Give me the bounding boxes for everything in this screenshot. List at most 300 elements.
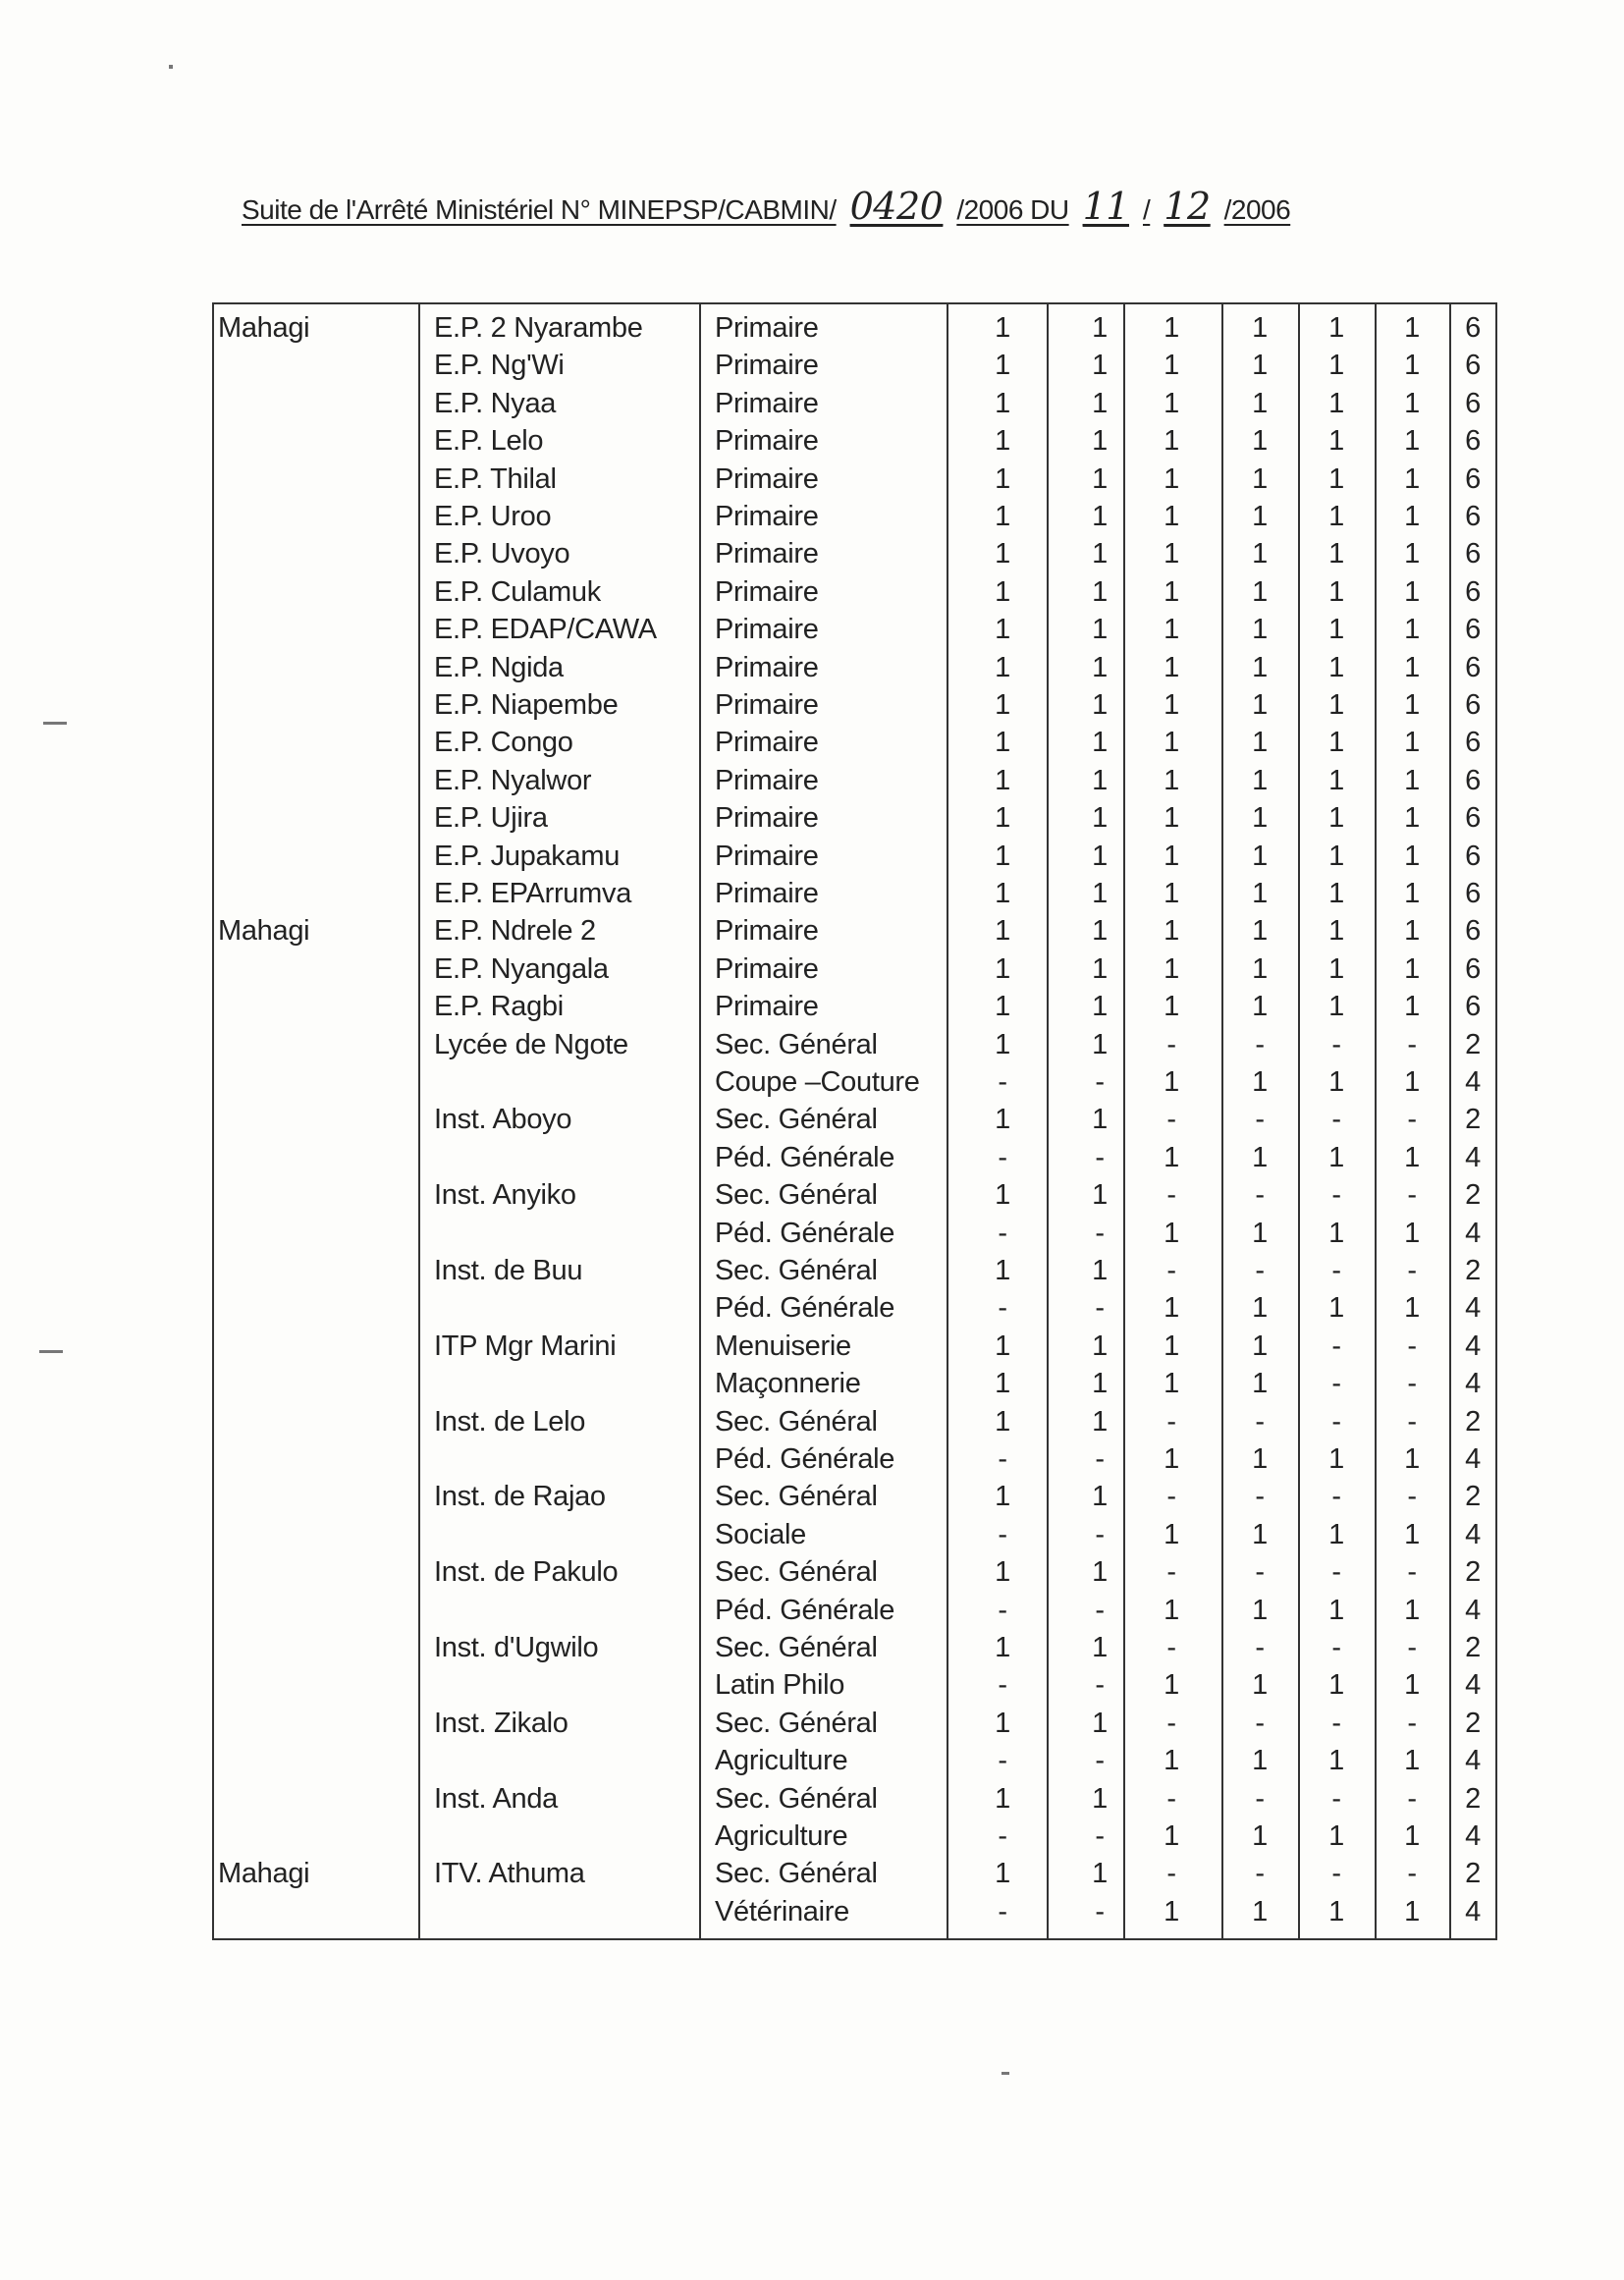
- column-divider: [947, 302, 948, 1940]
- level-count: -: [1095, 1669, 1105, 1702]
- option-name: Menuiserie: [715, 1330, 851, 1362]
- level-count: 1: [1164, 387, 1179, 419]
- row-total: 4: [1465, 1895, 1481, 1927]
- decree-date-year: /2006: [1223, 194, 1291, 225]
- school-name: E.P. Congo: [434, 727, 573, 759]
- level-count: 1: [995, 952, 1010, 985]
- level-count: 1: [995, 425, 1010, 458]
- school-name: Inst. de Rajao: [434, 1481, 606, 1513]
- level-count: -: [998, 1820, 1007, 1852]
- level-count: -: [1331, 1179, 1341, 1212]
- level-count: -: [1331, 1330, 1341, 1362]
- level-count: 1: [1164, 764, 1179, 796]
- district-name: Mahagi: [218, 915, 310, 948]
- level-count: -: [1095, 1594, 1105, 1626]
- school-name: E.P. EPArrumva: [434, 878, 632, 909]
- level-count: 1: [1092, 1028, 1108, 1060]
- option-name: Péd. Générale: [715, 1217, 895, 1249]
- level-count: 1: [1404, 1292, 1420, 1325]
- table-top-border: [212, 302, 1497, 304]
- level-count: 1: [1328, 1820, 1344, 1852]
- schools-table: [212, 302, 1497, 1940]
- level-count: 1: [1092, 1782, 1108, 1815]
- level-count: 1: [995, 614, 1010, 646]
- level-count: 1: [1328, 764, 1344, 796]
- option-name: Primaire: [715, 387, 819, 419]
- level-count: 1: [1328, 1669, 1344, 1702]
- level-count: 1: [1404, 538, 1420, 570]
- level-count: 1: [1092, 915, 1108, 948]
- option-name: Sec. Général: [715, 1481, 878, 1513]
- level-count: 1: [995, 1782, 1010, 1815]
- option-name: Sec. Général: [715, 1104, 878, 1136]
- level-count: -: [1407, 1858, 1417, 1890]
- option-name: Primaire: [715, 991, 819, 1023]
- level-count: 1: [1328, 689, 1344, 721]
- row-total: 6: [1465, 764, 1481, 796]
- level-count: 1: [1252, 915, 1268, 948]
- option-name: Primaire: [715, 614, 819, 646]
- row-total: 2: [1465, 1632, 1481, 1663]
- level-count: 1: [1164, 575, 1179, 608]
- level-count: 1: [1328, 1292, 1344, 1325]
- decree-month-handwritten: 12: [1164, 185, 1211, 228]
- level-count: 1: [995, 462, 1010, 495]
- level-count: 1: [1092, 1368, 1108, 1400]
- level-count: 1: [1404, 1669, 1420, 1702]
- level-count: 1: [995, 991, 1010, 1023]
- level-count: 1: [995, 651, 1010, 683]
- option-name: Primaire: [715, 462, 819, 495]
- row-total: 6: [1465, 840, 1481, 872]
- scan-mark: [39, 1350, 63, 1353]
- level-count: -: [1166, 1556, 1176, 1589]
- option-name: Primaire: [715, 878, 819, 909]
- level-count: -: [1255, 1632, 1265, 1663]
- level-count: 1: [995, 1556, 1010, 1589]
- column-divider: [1221, 302, 1223, 1940]
- option-name: Primaire: [715, 915, 819, 948]
- level-count: 1: [1164, 952, 1179, 985]
- school-name: E.P. Uvoyo: [434, 538, 570, 570]
- level-count: 1: [1164, 1330, 1179, 1362]
- option-name: Primaire: [715, 802, 819, 835]
- level-count: -: [998, 1594, 1007, 1626]
- level-count: -: [998, 1443, 1007, 1475]
- level-count: 1: [1252, 1518, 1268, 1550]
- row-total: 4: [1465, 1443, 1481, 1475]
- row-total: 2: [1465, 1179, 1481, 1212]
- level-count: 1: [1404, 1820, 1420, 1852]
- level-count: -: [1255, 1104, 1265, 1136]
- level-count: 1: [995, 1330, 1010, 1362]
- school-name: E.P. 2 Nyarambe: [434, 312, 643, 344]
- row-total: 2: [1465, 1782, 1481, 1815]
- level-count: -: [1331, 1782, 1341, 1815]
- level-count: 1: [1328, 1594, 1344, 1626]
- level-count: 1: [1252, 501, 1268, 532]
- level-count: -: [998, 1518, 1007, 1550]
- level-count: -: [1407, 1632, 1417, 1663]
- option-name: Péd. Générale: [715, 1443, 895, 1475]
- level-count: 1: [1252, 1669, 1268, 1702]
- level-count: 1: [995, 1179, 1010, 1212]
- level-count: -: [998, 1066, 1007, 1098]
- option-name: Agriculture: [715, 1745, 848, 1777]
- school-name: E.P. Lelo: [434, 425, 544, 458]
- row-total: 4: [1465, 1745, 1481, 1777]
- level-count: 1: [1164, 878, 1179, 909]
- school-name: Inst. Anda: [434, 1782, 558, 1815]
- row-total: 2: [1465, 1405, 1481, 1438]
- option-name: Sec. Général: [715, 1028, 878, 1060]
- school-name: E.P. EDAP/CAWA: [434, 614, 657, 646]
- level-count: 1: [1328, 425, 1344, 458]
- scan-mark: [43, 722, 67, 725]
- level-count: -: [1166, 1632, 1176, 1663]
- level-count: 1: [1252, 614, 1268, 646]
- column-divider: [1495, 302, 1497, 1940]
- level-count: 1: [1164, 1518, 1179, 1550]
- level-count: 1: [1252, 312, 1268, 344]
- district-name: Mahagi: [218, 312, 310, 344]
- level-count: 1: [1164, 1820, 1179, 1852]
- row-total: 6: [1465, 387, 1481, 419]
- option-name: Primaire: [715, 727, 819, 759]
- level-count: 1: [1404, 651, 1420, 683]
- level-count: 1: [1328, 952, 1344, 985]
- decree-reference: Suite de l'Arrêté Ministériel N° MINEPSP/CABMIN/: [242, 194, 837, 225]
- level-count: -: [1407, 1707, 1417, 1739]
- row-total: 6: [1465, 651, 1481, 683]
- level-count: 1: [995, 1104, 1010, 1136]
- level-count: 1: [1252, 1895, 1268, 1927]
- level-count: 1: [1164, 1217, 1179, 1249]
- option-name: Péd. Générale: [715, 1594, 895, 1626]
- level-count: 1: [1252, 1141, 1268, 1173]
- level-count: 1: [1404, 425, 1420, 458]
- level-count: -: [1095, 1292, 1105, 1325]
- option-name: Sec. Général: [715, 1255, 878, 1286]
- level-count: -: [1166, 1255, 1176, 1286]
- level-count: 1: [1252, 1330, 1268, 1362]
- level-count: 1: [1404, 952, 1420, 985]
- level-count: 1: [1328, 575, 1344, 608]
- row-total: 2: [1465, 1028, 1481, 1060]
- level-count: 1: [1328, 915, 1344, 948]
- row-total: 6: [1465, 312, 1481, 344]
- level-count: -: [1407, 1556, 1417, 1589]
- level-count: 1: [1092, 764, 1108, 796]
- level-count: 1: [1164, 1443, 1179, 1475]
- option-name: Maçonnerie: [715, 1368, 861, 1400]
- school-name: E.P. Ng'Wi: [434, 350, 565, 382]
- level-count: 1: [995, 1481, 1010, 1513]
- level-count: -: [1095, 1895, 1105, 1927]
- level-count: 1: [1164, 802, 1179, 835]
- row-total: 6: [1465, 538, 1481, 570]
- level-count: 1: [1328, 1141, 1344, 1173]
- level-count: 1: [1092, 501, 1108, 532]
- row-total: 6: [1465, 878, 1481, 909]
- level-count: -: [1331, 1707, 1341, 1739]
- school-name: E.P. Nyaa: [434, 387, 557, 419]
- school-name: E.P. Nyangala: [434, 952, 609, 985]
- level-count: -: [1407, 1782, 1417, 1815]
- level-count: 1: [1164, 1895, 1179, 1927]
- level-count: 1: [1092, 840, 1108, 872]
- row-total: 4: [1465, 1217, 1481, 1249]
- row-total: 6: [1465, 575, 1481, 608]
- row-total: 4: [1465, 1330, 1481, 1362]
- district-name: Mahagi: [218, 1858, 310, 1890]
- level-count: 1: [1164, 651, 1179, 683]
- level-count: -: [1407, 1179, 1417, 1212]
- option-name: Agriculture: [715, 1820, 848, 1852]
- level-count: 1: [995, 689, 1010, 721]
- option-name: Sec. Général: [715, 1707, 878, 1739]
- school-name: E.P. Nyalwor: [434, 764, 592, 796]
- level-count: 1: [1404, 1141, 1420, 1173]
- level-count: 1: [1164, 1066, 1179, 1098]
- level-count: -: [1255, 1255, 1265, 1286]
- level-count: -: [1095, 1443, 1105, 1475]
- level-count: 1: [1404, 1518, 1420, 1550]
- option-name: Primaire: [715, 651, 819, 683]
- level-count: -: [1255, 1481, 1265, 1513]
- option-name: Sec. Général: [715, 1858, 878, 1890]
- level-count: -: [1407, 1405, 1417, 1438]
- level-count: 1: [1164, 1594, 1179, 1626]
- level-count: 1: [1404, 312, 1420, 344]
- level-count: 1: [1252, 387, 1268, 419]
- school-name: E.P. Ujira: [434, 802, 548, 835]
- level-count: 1: [995, 575, 1010, 608]
- decree-number-handwritten: 0420: [849, 185, 944, 228]
- level-count: 1: [1164, 689, 1179, 721]
- level-count: 1: [1164, 991, 1179, 1023]
- level-count: 1: [1404, 1745, 1420, 1777]
- row-total: 4: [1465, 1518, 1481, 1550]
- school-name: Inst. Anyiko: [434, 1179, 576, 1212]
- level-count: 1: [1092, 425, 1108, 458]
- level-count: -: [998, 1895, 1007, 1927]
- level-count: 1: [1404, 915, 1420, 948]
- level-count: -: [998, 1141, 1007, 1173]
- level-count: 1: [1164, 840, 1179, 872]
- school-name: Inst. Aboyo: [434, 1104, 572, 1136]
- level-count: 1: [1252, 425, 1268, 458]
- level-count: 1: [1328, 802, 1344, 835]
- option-name: Péd. Générale: [715, 1292, 895, 1325]
- level-count: -: [1331, 1858, 1341, 1890]
- level-count: 1: [1164, 462, 1179, 495]
- level-count: 1: [1092, 1405, 1108, 1438]
- row-total: 2: [1465, 1104, 1481, 1136]
- school-name: Lycée de Ngote: [434, 1028, 628, 1060]
- level-count: 1: [995, 764, 1010, 796]
- level-count: 1: [1164, 1368, 1179, 1400]
- level-count: 1: [1404, 1594, 1420, 1626]
- column-divider: [418, 302, 420, 1940]
- level-count: 1: [1328, 878, 1344, 909]
- school-name: E.P. Ragbi: [434, 991, 564, 1023]
- column-divider: [1375, 302, 1377, 1940]
- school-name: E.P. Ndrele 2: [434, 915, 596, 948]
- option-name: Sec. Général: [715, 1179, 878, 1212]
- option-name: Sociale: [715, 1518, 807, 1550]
- level-count: 1: [1328, 312, 1344, 344]
- table-bottom-border: [212, 1938, 1497, 1940]
- level-count: -: [1166, 1707, 1176, 1739]
- row-total: 6: [1465, 614, 1481, 646]
- level-count: 1: [1404, 991, 1420, 1023]
- row-total: 4: [1465, 1141, 1481, 1173]
- option-name: Primaire: [715, 840, 819, 872]
- column-divider: [699, 302, 701, 1940]
- level-count: -: [998, 1217, 1007, 1249]
- level-count: 1: [1404, 840, 1420, 872]
- row-total: 6: [1465, 350, 1481, 382]
- school-name: Inst. de Lelo: [434, 1405, 586, 1438]
- level-count: 1: [1092, 1858, 1108, 1890]
- level-count: -: [1255, 1179, 1265, 1212]
- row-total: 6: [1465, 501, 1481, 532]
- level-count: 1: [1092, 689, 1108, 721]
- level-count: 1: [995, 878, 1010, 909]
- school-name: E.P. Uroo: [434, 501, 552, 532]
- option-name: Primaire: [715, 538, 819, 570]
- level-count: 1: [1252, 840, 1268, 872]
- level-count: 1: [1404, 1217, 1420, 1249]
- level-count: 1: [1328, 462, 1344, 495]
- decree-day-handwritten: 11: [1082, 185, 1129, 228]
- level-count: 1: [1252, 575, 1268, 608]
- level-count: 1: [1252, 952, 1268, 985]
- row-total: 6: [1465, 915, 1481, 948]
- level-count: 1: [1328, 538, 1344, 570]
- decree-year: /2006 DU: [956, 194, 1069, 225]
- level-count: 1: [1404, 575, 1420, 608]
- level-count: 1: [1252, 1217, 1268, 1249]
- level-count: -: [998, 1292, 1007, 1325]
- level-count: 1: [1164, 501, 1179, 532]
- level-count: 1: [1328, 1518, 1344, 1550]
- row-total: 6: [1465, 952, 1481, 985]
- level-count: -: [1407, 1104, 1417, 1136]
- level-count: 1: [1252, 1066, 1268, 1098]
- level-count: 1: [1404, 1895, 1420, 1927]
- level-count: 1: [1328, 1443, 1344, 1475]
- option-name: Primaire: [715, 501, 819, 532]
- level-count: -: [1331, 1405, 1341, 1438]
- level-count: -: [1095, 1141, 1105, 1173]
- option-name: Latin Philo: [715, 1669, 845, 1702]
- level-count: 1: [1252, 727, 1268, 759]
- level-count: -: [998, 1669, 1007, 1702]
- level-count: -: [1255, 1858, 1265, 1890]
- level-count: 1: [1252, 991, 1268, 1023]
- level-count: 1: [1328, 1895, 1344, 1927]
- school-name: ITV. Athuma: [434, 1858, 585, 1890]
- level-count: 1: [1404, 614, 1420, 646]
- level-count: 1: [1328, 501, 1344, 532]
- level-count: 1: [995, 1368, 1010, 1400]
- level-count: 1: [1404, 387, 1420, 419]
- row-total: 6: [1465, 689, 1481, 721]
- school-name: E.P. Ngida: [434, 651, 564, 683]
- option-name: Coupe –Couture: [715, 1066, 920, 1098]
- level-count: 1: [1092, 651, 1108, 683]
- level-count: 1: [1404, 878, 1420, 909]
- row-total: 4: [1465, 1368, 1481, 1400]
- level-count: -: [1166, 1028, 1176, 1060]
- level-count: 1: [1404, 501, 1420, 532]
- level-count: -: [1095, 1217, 1105, 1249]
- level-count: 1: [995, 840, 1010, 872]
- level-count: 1: [1404, 764, 1420, 796]
- level-count: 1: [1164, 1669, 1179, 1702]
- option-name: Primaire: [715, 350, 819, 382]
- school-name: E.P. Jupakamu: [434, 840, 621, 872]
- level-count: 1: [1092, 952, 1108, 985]
- option-name: Péd. Générale: [715, 1141, 895, 1173]
- row-total: 6: [1465, 727, 1481, 759]
- level-count: -: [1095, 1518, 1105, 1550]
- level-count: 1: [1252, 350, 1268, 382]
- level-count: 1: [1164, 350, 1179, 382]
- row-total: 2: [1465, 1556, 1481, 1589]
- level-count: -: [1331, 1255, 1341, 1286]
- level-count: 1: [995, 1255, 1010, 1286]
- level-count: 1: [1164, 727, 1179, 759]
- date-separator: /: [1142, 194, 1151, 225]
- school-name: E.P. Niapembe: [434, 689, 619, 721]
- level-count: 1: [1328, 651, 1344, 683]
- level-count: 1: [1404, 727, 1420, 759]
- level-count: 1: [995, 387, 1010, 419]
- level-count: 1: [1252, 764, 1268, 796]
- option-name: Vétérinaire: [715, 1895, 849, 1927]
- level-count: 1: [995, 1405, 1010, 1438]
- level-count: 1: [1252, 1443, 1268, 1475]
- level-count: 1: [1404, 1443, 1420, 1475]
- level-count: 1: [1252, 1368, 1268, 1400]
- level-count: -: [1166, 1104, 1176, 1136]
- school-name: E.P. Thilal: [434, 462, 557, 495]
- level-count: 1: [1164, 614, 1179, 646]
- level-count: 1: [1252, 878, 1268, 909]
- level-count: 1: [1164, 1745, 1179, 1777]
- document-header: [242, 185, 1459, 228]
- level-count: -: [1331, 1368, 1341, 1400]
- level-count: 1: [1328, 1217, 1344, 1249]
- level-count: 1: [1328, 1745, 1344, 1777]
- level-count: -: [1255, 1405, 1265, 1438]
- school-name: Inst. de Pakulo: [434, 1556, 619, 1589]
- level-count: 1: [1092, 1104, 1108, 1136]
- level-count: -: [1407, 1255, 1417, 1286]
- level-count: -: [1166, 1782, 1176, 1815]
- row-total: 2: [1465, 1255, 1481, 1286]
- level-count: -: [1331, 1028, 1341, 1060]
- level-count: -: [1331, 1481, 1341, 1513]
- school-name: E.P. Culamuk: [434, 575, 601, 608]
- level-count: 1: [1404, 350, 1420, 382]
- level-count: 1: [995, 915, 1010, 948]
- level-count: 1: [1328, 1066, 1344, 1098]
- level-count: 1: [1092, 1707, 1108, 1739]
